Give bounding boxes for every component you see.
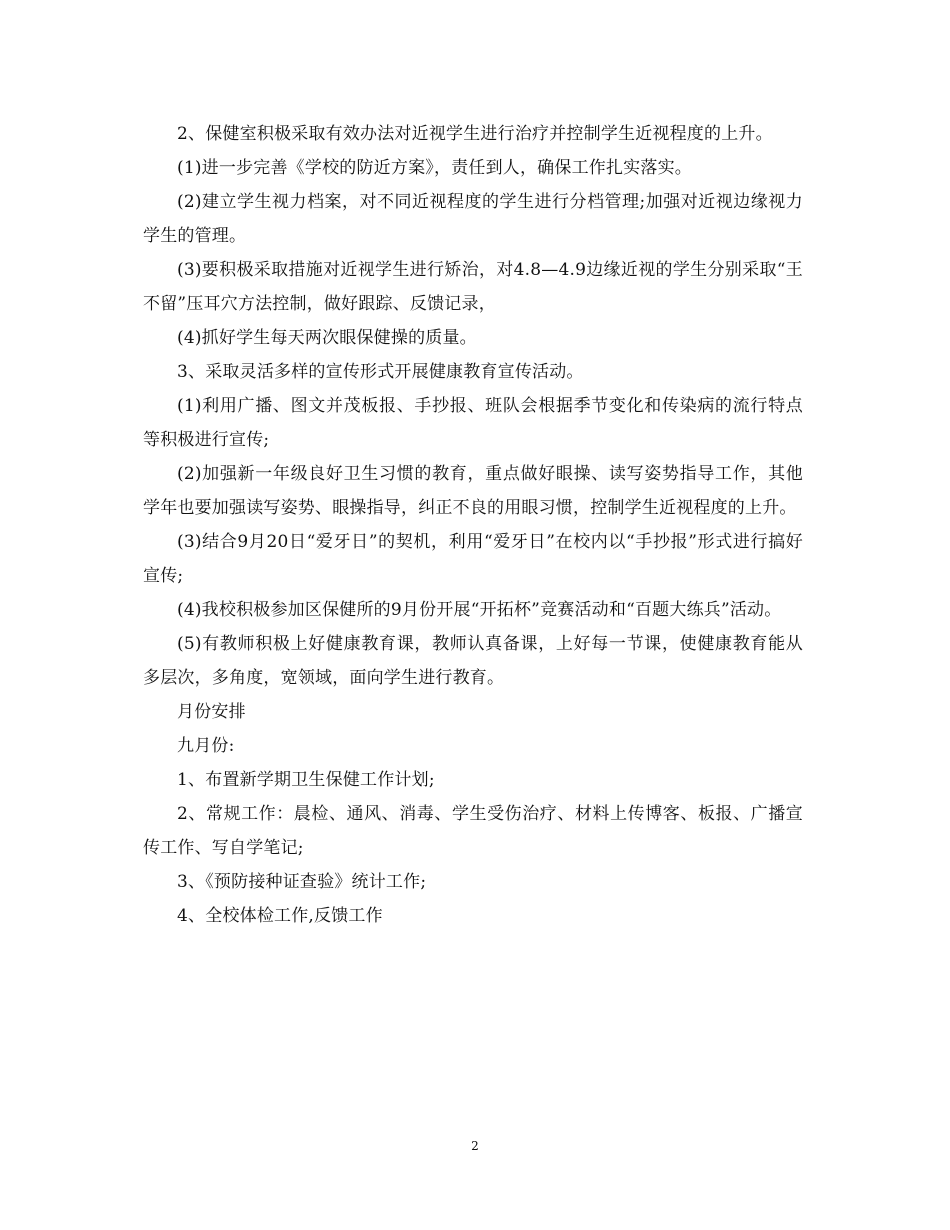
page-number: 2 (471, 1139, 479, 1153)
paragraph-competition-activities: (4)我校积极参加区保健所的9月份开展“开拓杯”竞赛活动和“百题大练兵”活动。 (177, 600, 782, 620)
paragraph-myopia-correction: (3)要积极采取措施对近视学生进行矫治，对4.8—4.9边缘近视的学生分别采取“王不留”压耳穴方法控制，做好跟踪、反馈记录， (143, 260, 803, 314)
paragraph-prevention-plan: (1)进一步完善《学校的防近方案》，责任到人，确保工作扎实落实。 (177, 158, 692, 178)
paragraph-september-item-4: 4、全校体检工作,反馈工作 (177, 906, 383, 926)
paragraph-september-item-2: 2、常规工作：晨检、通风、消毒、学生受伤治疗、材料上传博客、板报、广播宣传工作、写自学笔记; (143, 804, 803, 858)
paragraph-health-education-class: (5)有教师积极上好健康教育课，教师认真备课，上好每一节课，使健康教育能从多层次，多角度，宽领域，面向学生进行教育。 (143, 634, 803, 688)
paragraph-health-room-myopia-control: 2、保健室积极采取有效办法对近视学生进行治疗并控制学生近视程度的上升。 (177, 124, 773, 144)
paragraph-broadcast-publicity: (1)利用广播、图文并茂板报、手抄报、班队会根据季节变化和传染病的流行特点等积极进行宣传; (143, 396, 803, 450)
paragraph-vision-records: (2)建立学生视力档案，对不同近视程度的学生进行分档管理;加强对近视边缘视力学生的管理。 (143, 192, 803, 246)
paragraph-health-education-campaign: 3、采取灵活多样的宣传形式开展健康教育宣传活动。 (177, 362, 584, 382)
paragraph-monthly-arrangement: 月份安排 (177, 702, 246, 722)
paragraph-first-grade-habits: (2)加强新一年级良好卫生习惯的教育，重点做好眼操、读写姿势指导工作，其他学年也要加强读写姿势、眼操指导，纠正不良的用眼习惯，控制学生近视程度的上升。 (143, 464, 803, 518)
paragraph-september-item-3: 3、《预防接种证查验》统计工作; (177, 872, 427, 892)
paragraph-september-heading: 九月份: (177, 736, 235, 756)
paragraph-eye-exercises: (4)抓好学生每天两次眼保健操的质量。 (177, 328, 477, 348)
document-body (143, 117, 803, 933)
paragraph-september-item-1: 1、布置新学期卫生保健工作计划; (177, 770, 435, 790)
paragraph-love-teeth-day: (3)结合9月20日“爱牙日”的契机，利用“爱牙日”在校内以“手抄报”形式进行搞好宣传; (143, 532, 803, 586)
